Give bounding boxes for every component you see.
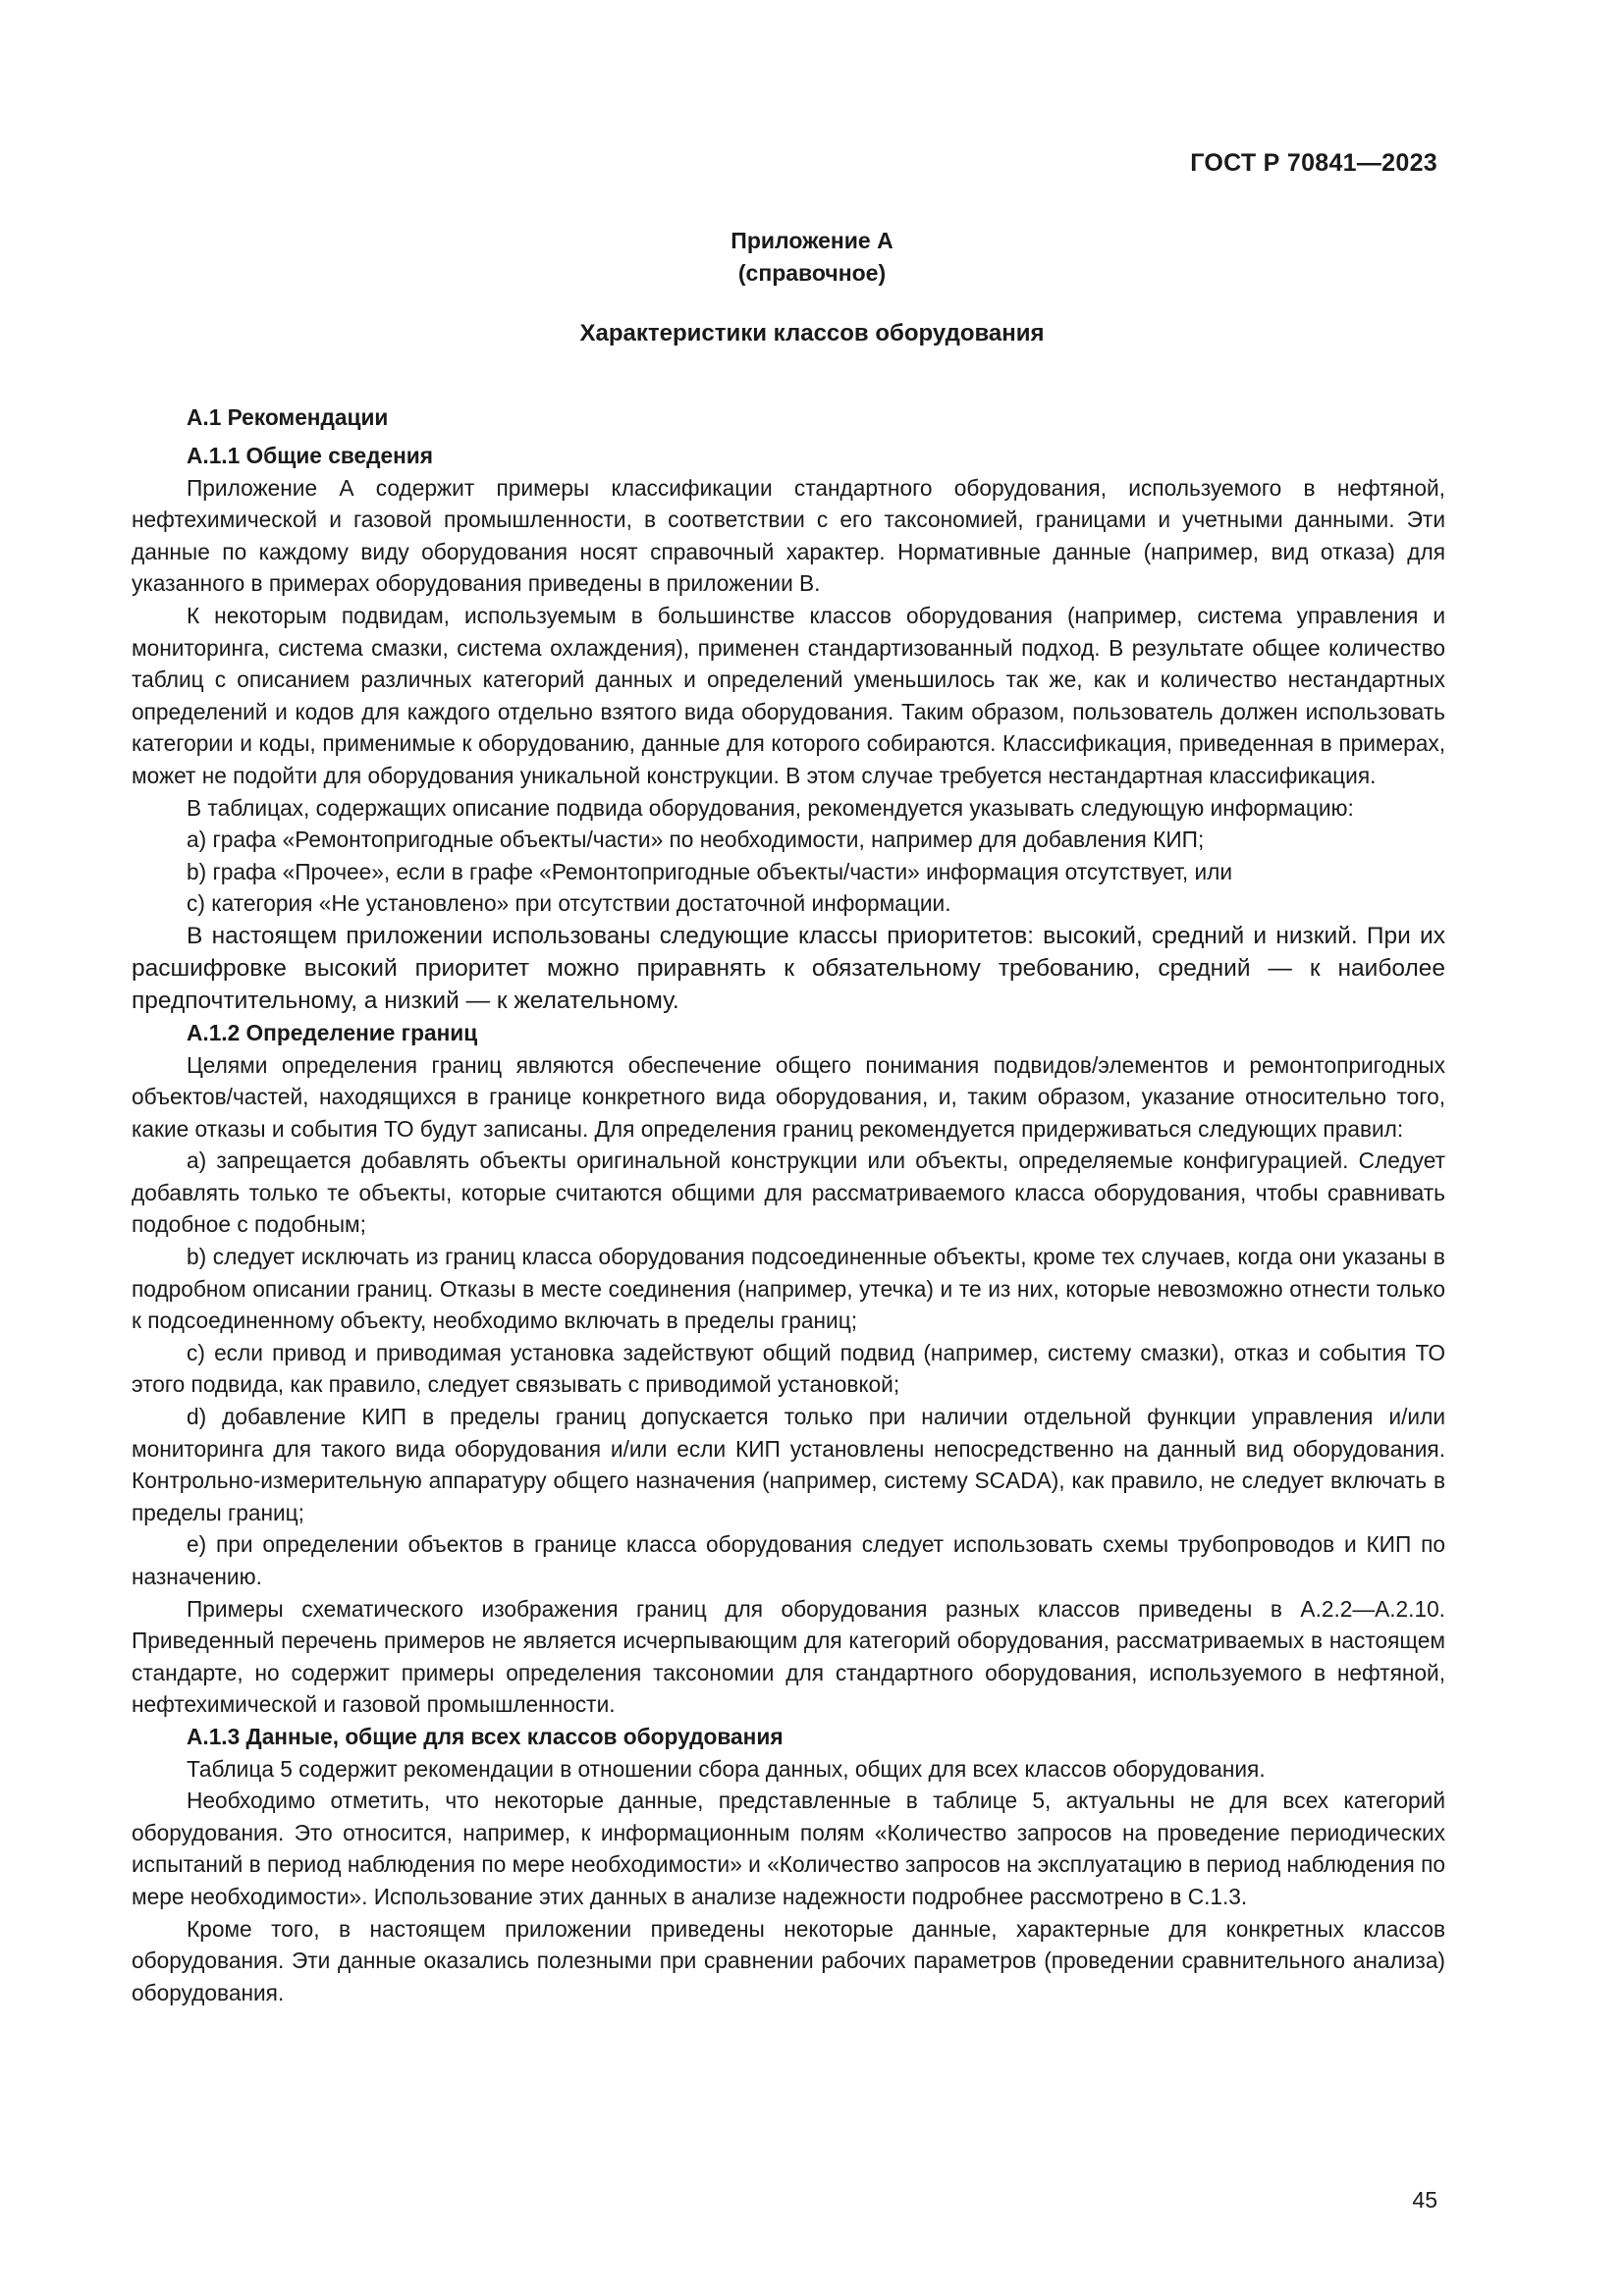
paragraph: К некоторым подвидам, используемым в большинстве классов оборудования (например, система управления и мониторинга, система смазки, система охлаждения), применен стандартизованный подход. В результате общее количество таблиц с описанием различных категорий данных и определений уменьшилось так же, как и количество нестандартных определений и кодов для каждого отдельно взятого вида оборудования. Таким образом, пользователь должен использовать категории и коды, применимые к оборудованию, данные для которого собираются. Классификация, приведенная в примерах, может не подойти для оборудования уникальной конструкции. В этом случае требуется нестандартная классификация. bbox=[132, 602, 1445, 788]
section-heading-a1-3: А.1.3 Данные, общие для всех классов оборудования bbox=[187, 1723, 784, 1749]
list-item: b) следует исключать из границ класса оборудования подсоединенные объекты, кроме тех случаев, когда они указаны в подробном описании границ. Отказы в месте соединения (например, утечка) и те из них, которые невозможно отнести только к подсоединенному объекту, необходимо включать в пределы границ; bbox=[132, 1244, 1445, 1334]
annex-title: Характеристики классов оборудования bbox=[579, 320, 1045, 347]
paragraph: Необходимо отметить, что некоторые данные, представленные в таблице 5, актуальны не для всех категорий оборудования. Это относится, например, к информационным полям «Количество запросов на проведение периодических испытаний в период наблюдения по мере необходимости» и «Количество запросов на эксплуатацию в период наблюдения по мере необходимости». Использование этих данных в анализе надежности подробнее рассмотрено в С.1.3. bbox=[132, 1788, 1445, 1909]
list-item: c) категория «Не установлено» при отсутствии достаточной информации. bbox=[187, 890, 951, 917]
annex-type: (справочное) bbox=[737, 260, 887, 286]
document-body bbox=[132, 400, 1445, 2008]
section-heading-a1: А.1 Рекомендации bbox=[187, 404, 389, 430]
list-item: c) если привод и приводимая установка задействуют общий подвид (например, систему смазки), отказ и события ТО этого подвида, как правило, следует связывать с приводимой установкой; bbox=[132, 1339, 1445, 1398]
paragraph: Примеры схематического изображения границ для оборудования разных классов приведены в А.2.2—А.2.10. Приведенный перечень примеров не является исчерпывающим для категорий оборудования, рассматриваемых в настоящем стандарте, но содержит примеры определения таксономии для стандартного оборудования, используемого в нефтяной, нефтехимической и газовой промышленности. bbox=[132, 1595, 1445, 1718]
list-item: d) добавление КИП в пределы границ допускается только при наличии отдельной функции управления и/или мониторинга для такого вида оборудования и/или если КИП установлены непосредственно на данный вид оборудования. Контрольно-измерительную аппаратуру общего назначения (например, систему SCADA), как правило, не следует включать в пределы границ; bbox=[132, 1404, 1445, 1525]
list-item: a) графа «Ремонтопригодные объекты/части» по необходимости, например для добавления КИП; bbox=[187, 827, 1205, 853]
document-id: ГОСТ Р 70841—2023 bbox=[1190, 149, 1437, 177]
section-heading-a1-1: А.1.1 Общие сведения bbox=[187, 443, 433, 468]
paragraph: Кроме того, в настоящем приложении приведены некоторые данные, характерные для конкретных классов оборудования. Эти данные оказались полезными при сравнении рабочих параметров (проведении сравнительного анализа) оборудования. bbox=[132, 1915, 1445, 2005]
list-item: b) графа «Прочее», если в графе «Ремонтопригодные объекты/части» информация отсутствует, или bbox=[187, 858, 1233, 884]
list-item: a) запрещается добавлять объекты оригинальной конструкции или объекты, определяемые конфигурацией. Следует добавлять только те объекты, которые считаются общими для рассматриваемого класса оборудования, чтобы сравнивать подобное с подобным; bbox=[132, 1148, 1445, 1238]
paragraph: Целями определения границ являются обеспечение общего понимания подвидов/элементов и ремонтопригодных объектов/частей, находящихся в границе конкретного вида оборудования, и, таким образом, указание относительно того, какие отказы и события ТО будут записаны. Для определения границ рекомендуется придерживаться следующих правил: bbox=[132, 1051, 1445, 1142]
page-number: 45 bbox=[1412, 2187, 1437, 2213]
paragraph: В таблицах, содержащих описание подвида оборудования, рекомендуется указывать следующую информацию: bbox=[187, 794, 1354, 821]
paragraph: Таблица 5 содержит рекомендации в отношении сбора данных, общих для всех классов оборудования. bbox=[187, 1755, 1266, 1782]
annex-label: Приложение А bbox=[731, 228, 893, 253]
paragraph-priorities: В настоящем приложении использованы следующие классы приоритетов: высокий, средний и низкий. При их расшифровке высокий приоритет можно приравнять к обязательному требованию, средний — к наиболее предпочтительному, а низкий — к желательному. bbox=[132, 922, 1445, 1014]
section-heading-a1-2: А.1.2 Определение границ bbox=[187, 1019, 478, 1045]
list-item: e) при определении объектов в границе класса оборудования следует использовать схемы трубопроводов и КИП по назначению. bbox=[132, 1531, 1445, 1589]
paragraph: Приложение А содержит примеры классификации стандартного оборудования, используемого в нефтяной, нефтехимической и газовой промышленности, в соответствии с его таксономией, границами и учетными данными. Эти данные по каждому виду оборудования носят справочный характер. Нормативные данные (например, вид отказа) для указанного в примерах оборудования приведены в приложении В. bbox=[132, 474, 1445, 597]
annex-heading bbox=[0, 225, 1624, 290]
